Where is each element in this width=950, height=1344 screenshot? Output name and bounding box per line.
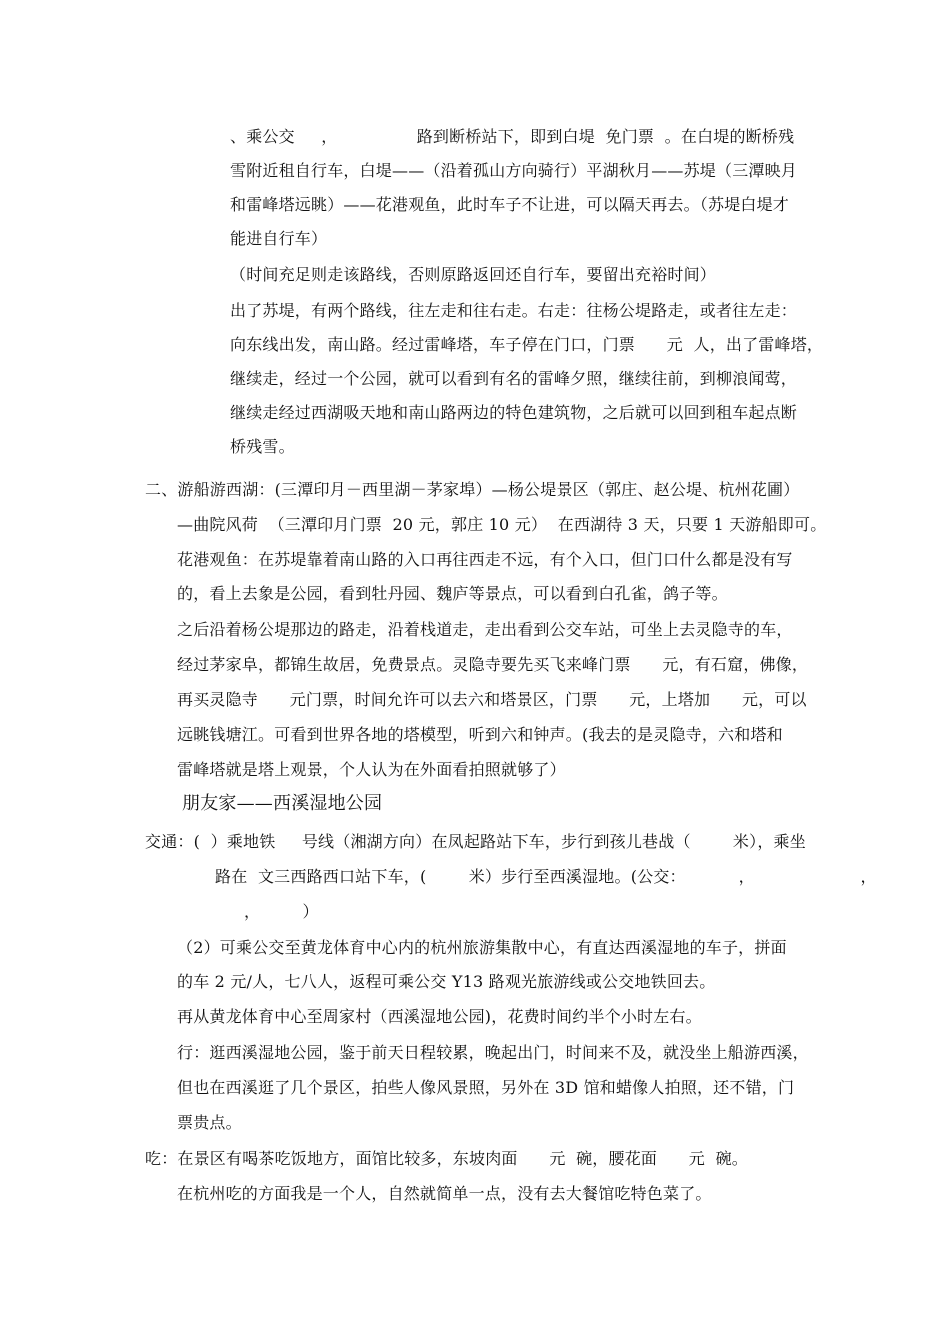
text-line: 行：逛西溪湿地公园，鉴于前天日程较累，晚起出门，时间来不及，就没坐上船游西溪，: [177, 1043, 809, 1062]
text-line: 继续走经过西湖吸天地和南山路两边的特色建筑物，之后就可以回到租车起点断: [230, 403, 798, 422]
text-line: 吃：在景区有喝茶吃饭地方，面馆比较多，东坡肉面 元 碗，腰花面 元 碗。: [145, 1149, 748, 1168]
text-line: 再从黄龙体育中心至周家村（西溪湿地公园)，花费时间约半个小时左右。: [177, 1007, 702, 1026]
text-line: —曲院风荷 （三潭印月门票 20 元，郭庄 10 元） 在西湖待 3 天，只要 1 天游船即可。: [177, 515, 827, 534]
text-line: 再买灵隐寺 元门票，时间允许可以去六和塔景区，门票 元，上塔加 元，可以: [177, 690, 807, 709]
text-line: ， ）: [244, 902, 319, 921]
text-line: 雪附近租自行车，白堤——（沿着孤山方向骑行）平湖秋月——苏堤（三潭映月: [230, 161, 798, 180]
text-line: （2）可乘公交至黄龙体育中心内的杭州旅游集散中心，有直达西溪湿地的车子，拼面: [177, 938, 787, 957]
subsection-title: 朋友家——西溪湿地公园: [182, 793, 383, 814]
text-line: 花港观鱼：在苏堤靠着南山路的入口再往西走不远，有个入口，但门口什么都是没有写: [177, 550, 793, 569]
text-line: 、乘公交 ， 路到断桥站下，即到白堤 免门票 。在白堤的断桥残: [230, 127, 795, 146]
text-line: 的车 2 元/人，七八人，返程可乘公交 Y13 路观光旅游线或公交地铁回去。: [177, 972, 716, 991]
text-line: 能进自行车）: [230, 229, 328, 248]
text-line: 在杭州吃的方面我是一个人，自然就简单一点，没有去大餐馆吃特色菜了。: [177, 1184, 712, 1203]
text-line: 经过茅家阜，都锦生故居，免费景点。灵隐寺要先买飞来峰门票 元，有石窟，佛像，: [177, 655, 809, 674]
text-line: 的，看上去象是公园，看到牡丹园、魏庐等景点，可以看到白孔雀，鸽子等。: [177, 584, 728, 603]
text-line: 雷峰塔就是塔上观景，个人认为在外面看拍照就够了）: [177, 760, 566, 779]
text-line: 但也在西溪逛了几个景区，拍些人像风景照，另外在 3D 馆和蜡像人拍照，还不错，门: [177, 1078, 795, 1097]
text-line: 票贵点。: [177, 1113, 242, 1132]
text-line: 桥残雪。: [230, 437, 295, 456]
text-line: 之后沿着杨公堤那边的路走，沿着栈道走，走出看到公交车站，可坐上去灵隐寺的车，: [177, 620, 793, 639]
text-line: 向东线出发，南山路。经过雷峰塔，车子停在门口，门票 元 人，出了雷峰塔，: [230, 335, 824, 354]
text-line: （时间充足则走该路线，否则原路返回还自行车，要留出充裕时间）: [230, 265, 717, 284]
text-line: 交通：( ）乘地铁 号线（湘湖方向）在凤起路站下车，步行到孩儿巷战（ 米），乘坐: [145, 832, 806, 851]
text-line: 继续走，经过一个公园，就可以看到有名的雷峰夕照，继续往前，到柳浪闻莺，: [230, 369, 798, 388]
text-line: 出了苏堤，有两个路线，往左走和往右走。右走：往杨公堤路走，或者往左走：: [230, 301, 798, 320]
text-line: 远眺钱塘江。可看到世界各地的塔模型，听到六和钟声。(我去的是灵隐寺，六和塔和: [177, 725, 783, 744]
text-line: 和雷峰塔远眺）——花港观鱼，此时车子不让进，可以隔天再去。（苏堤白堤才: [230, 195, 790, 214]
section-heading: 二、游船游西湖：(三潭印月－西里湖－茅家埠）—杨公堤景区（郭庄、赵公堤、杭州花圃）: [145, 480, 800, 499]
text-line: 路在 文三西路西口站下车，( 米）步行至西溪湿地。(公交： ， ，: [215, 867, 877, 886]
